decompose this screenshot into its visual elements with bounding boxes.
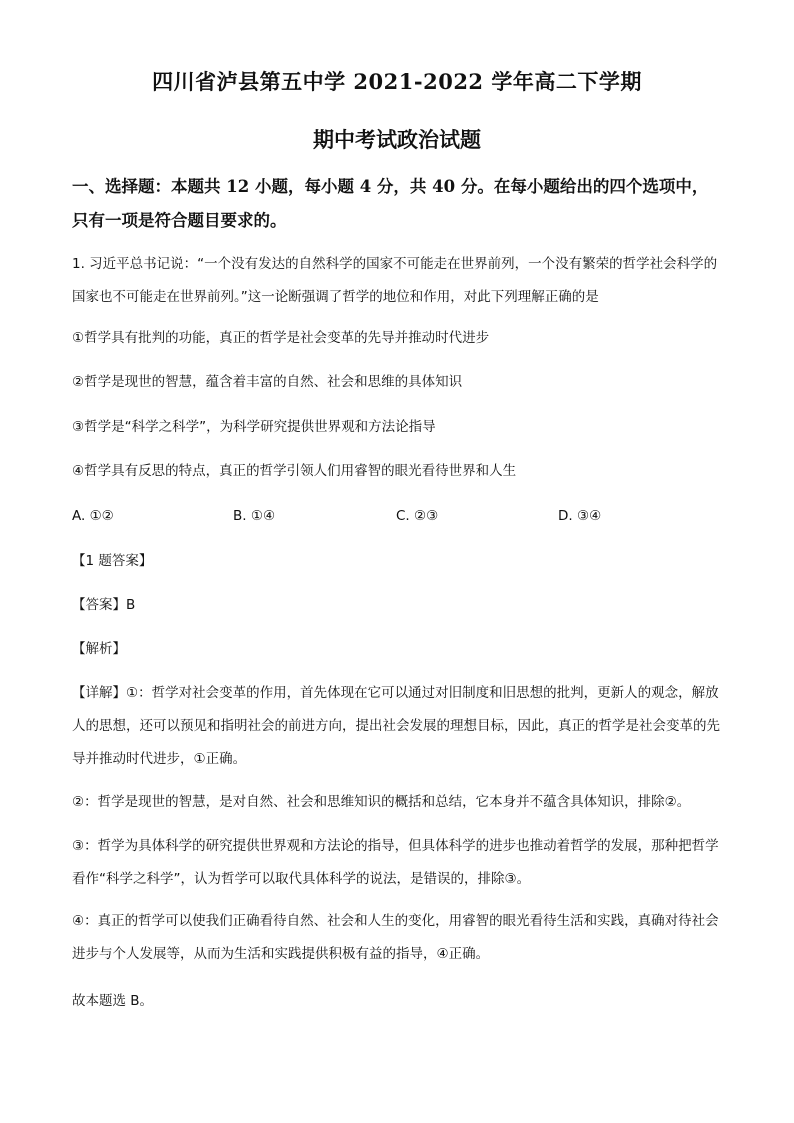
option-a: A. ①② bbox=[72, 508, 114, 524]
statement-1: ①哲学具有批判的功能，真正的哲学是社会变革的先导并推动时代进步 bbox=[72, 330, 490, 346]
document-title-line2: 期中考试政治试题 bbox=[313, 127, 481, 152]
conclusion-text: 故本题选 B。 bbox=[72, 993, 154, 1009]
option-c: C. ②③ bbox=[396, 508, 439, 524]
document-title-line1: 四川省泸县第五中学 2021-2022 学年高二下学期 bbox=[152, 69, 642, 94]
detail-paragraph-4: ④：真正的哲学可以使我们正确看待自然、社会和人生的变化，用睿智的眼光看待生活和实践，真确对待社会进步与个人发展等，从而为生活和实践提供积极有益的指导，④正确。 bbox=[72, 913, 719, 962]
option-d: D. ③④ bbox=[558, 508, 602, 524]
statement-3: ③哲学是“科学之科学”，为科学研究提供世界观和方法论指导 bbox=[72, 419, 436, 435]
answer-block-label: 【1 题答案】 bbox=[72, 553, 153, 569]
detail-paragraph-3: ③：哲学为具体科学的研究提供世界观和方法论的指导，但具体科学的进步也推动着哲学的发展，那种把哲学看作“科学之科学”，认为哲学可以取代具体科学的说法，是错误的，排除③。 bbox=[72, 838, 719, 887]
statement-4: ④哲学具有反思的特点，真正的哲学引领人们用睿智的眼光看待世界和人生 bbox=[72, 463, 517, 479]
detail-paragraph-2: ②：哲学是现世的智慧，是对自然、社会和思维知识的概括和总结，它本身并不蕴含具体知识，排除②。 bbox=[72, 794, 691, 810]
detail-paragraph-1: 【详解】①：哲学对社会变革的作用，首先体现在它可以通过对旧制度和旧思想的批判，更新人的观念，解放人的思想，还可以预见和指明社会的前进方向，提出社会发展的理想目标，因此，真正的哲学是社会变革的先导并推动时代进步，①正确。 bbox=[72, 685, 720, 767]
answer-label: 【答案】B bbox=[72, 597, 136, 613]
section-heading: 一、选择题：本题共 12 小题，每小题 4 分，共 40 分。在每小题给出的四个选项中，只有一项是符合题目要求的。 bbox=[72, 177, 709, 230]
analysis-label: 【解析】 bbox=[72, 641, 126, 657]
statement-2: ②哲学是现世的智慧，蕴含着丰富的自然、社会和思维的具体知识 bbox=[72, 374, 463, 390]
question-stem: 1. 习近平总书记说：“一个没有发达的自然科学的国家不可能走在世界前列，一个没有繁荣的哲学社会科学的国家也不可能走在世界前列。”这一论断强调了哲学的地位和作用，对此下列理解正确的是 bbox=[72, 256, 718, 305]
option-b: B. ①④ bbox=[233, 508, 276, 524]
